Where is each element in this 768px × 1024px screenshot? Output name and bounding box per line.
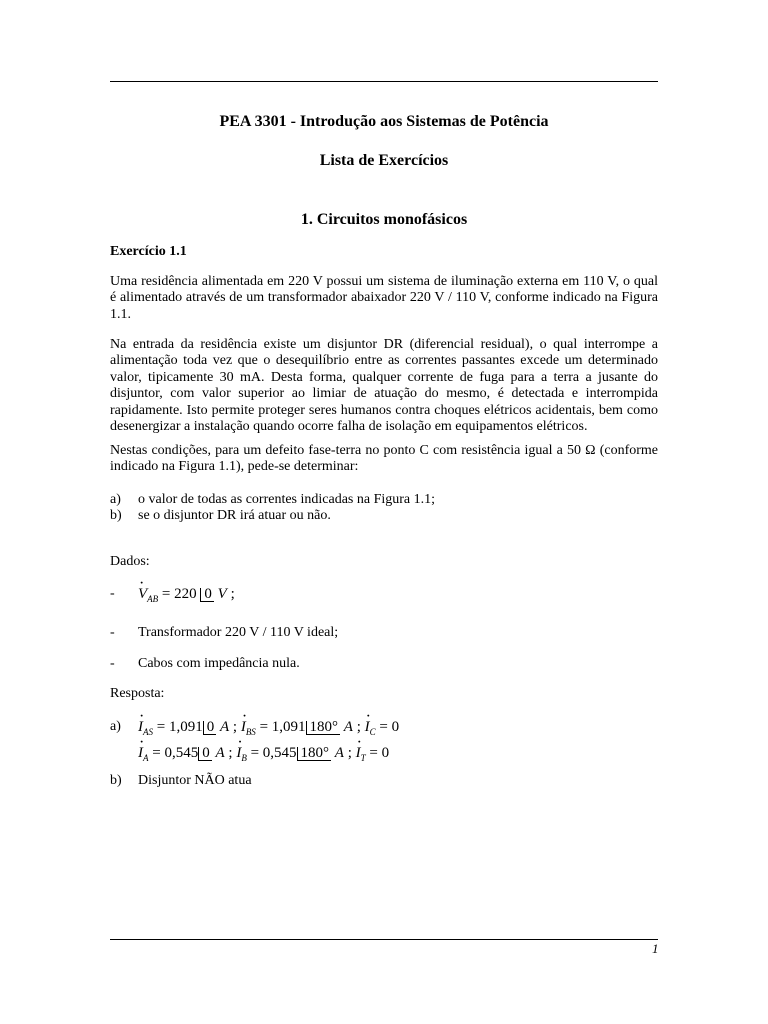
answer-b-text: Disjuntor NÃO atua xyxy=(138,773,252,788)
current-subscript: B xyxy=(241,753,247,763)
vab-unit: V xyxy=(217,586,227,602)
page-number: 1 xyxy=(652,941,659,956)
answer-heading: Resposta: xyxy=(110,686,165,701)
separator: ; xyxy=(232,719,238,735)
current-unit: A xyxy=(343,719,353,735)
vab-equation xyxy=(138,586,235,607)
list-title: Lista de Exercícios xyxy=(319,152,449,169)
current-angle: 0 xyxy=(198,747,212,761)
current-magnitude: = 0,545 xyxy=(152,745,199,761)
footer-rule xyxy=(110,939,658,940)
current-unit: A xyxy=(334,745,344,761)
header-rule xyxy=(110,81,658,82)
paragraph-breaker: Na entrada da residência existe um disjuntor DR (diferencial residual), o qual interrompe a alimentação toda vez que o desequilíbrio entre as correntes passantes excede um determinado valor, tipicamente 30 mA. Desta forma, qualquer corrente de fuga para a terra a jusante do disjuntor, com valor superior ao limiar de atuação do mesmo, é detectada e interrompida rapidamente. Isto permite proteger seres humanos contra choques elétricos acidentais, bem como desenergizar a instalação quando ocorre falha de isolação em equipamentos elétricos. xyxy=(110,337,658,435)
exercise-title: Exercício 1.1 xyxy=(110,244,187,259)
question-b-label: b) xyxy=(110,508,122,523)
separator: ; xyxy=(347,745,352,761)
current-subscript: A xyxy=(143,753,149,763)
separator: ; xyxy=(228,745,233,761)
current-angle: 180° xyxy=(297,747,332,761)
course-title: PEA 3301 - Introdução aos Sistemas de Potência xyxy=(219,113,549,130)
current-unit: A xyxy=(219,719,230,735)
section-title: 1. Circuitos monofásicos xyxy=(300,211,468,228)
current-symbol: · I xyxy=(365,719,370,735)
data-item-transformer-text: Transformador 220 V / 110 V ideal; xyxy=(138,625,339,640)
current-magnitude: = 0,545 xyxy=(250,745,297,761)
current-symbol: · I xyxy=(241,719,246,735)
paragraph-intro: Uma residência alimentada em 220 V possui um sistema de iluminação externa em 110 V, o qual é alimentado através de um transformador abaixador 220 V / 110 V, conforme indicado na Figura 1.1. xyxy=(110,274,658,322)
bullet: - xyxy=(110,586,115,601)
vab-angle: 0 xyxy=(200,588,214,602)
vab-magnitude: = 220 xyxy=(161,586,197,602)
current-magnitude: = 0 xyxy=(369,745,390,761)
current-subscript: C xyxy=(369,727,376,737)
phasor-symbol: · V xyxy=(138,586,147,602)
bullet: - xyxy=(110,656,115,671)
current-subscript: AS xyxy=(143,727,153,737)
question-b-text: se o disjuntor DR irá atuar ou não. xyxy=(138,508,331,523)
current-magnitude: = 1,091 xyxy=(259,719,306,735)
current-angle: 0 xyxy=(203,721,217,735)
answer-row2-equations xyxy=(138,745,389,766)
current-symbol: · I xyxy=(138,745,143,761)
answer-a-label: a) xyxy=(110,719,121,734)
current-symbol: · I xyxy=(356,745,361,761)
phasor-subscript: AB xyxy=(147,594,159,604)
current-subscript: BS xyxy=(245,727,256,737)
current-magnitude: = 0 xyxy=(379,719,400,735)
question-a-label: a) xyxy=(110,492,121,507)
current-angle: 180° xyxy=(306,721,341,735)
paragraph-conditions: Nestas condições, para um defeito fase-terra no ponto C com resistência igual a 50 Ω (conforme indicado na Figura 1.1), pede-se determinar: xyxy=(110,443,658,475)
data-item-cables-text: Cabos com impedância nula. xyxy=(138,656,300,671)
answer-b-label: b) xyxy=(110,773,122,788)
current-unit: A xyxy=(215,745,225,761)
current-subscript: T xyxy=(360,753,366,763)
current-symbol: · I xyxy=(236,745,241,761)
bullet: - xyxy=(110,625,115,640)
current-magnitude: = 1,091 xyxy=(156,719,203,735)
vab-end: ; xyxy=(230,586,235,602)
current-symbol: · I xyxy=(138,719,143,735)
data-heading: Dados: xyxy=(110,554,150,569)
question-a-text: o valor de todas as correntes indicadas na Figura 1.1; xyxy=(138,492,436,507)
separator: ; xyxy=(356,719,361,735)
